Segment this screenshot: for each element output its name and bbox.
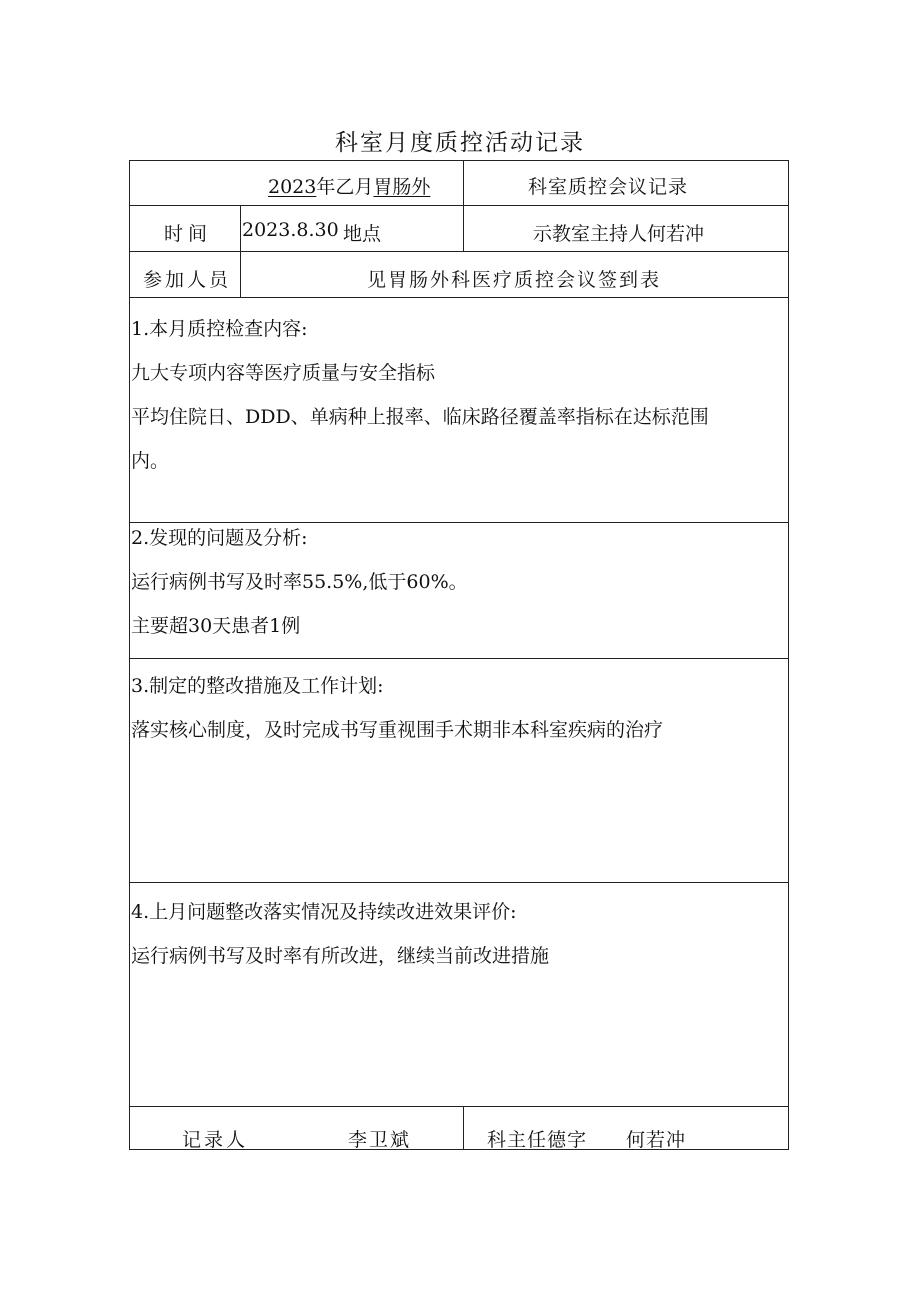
column-divider xyxy=(463,1106,464,1150)
column-divider xyxy=(463,161,464,205)
header-meeting: 科室质控会议记录 xyxy=(528,176,689,198)
section-heading: 2.发现的问题及分析: xyxy=(131,527,308,549)
recorder-label: 记录人 xyxy=(182,1129,249,1151)
director-name: 何若冲 xyxy=(626,1129,687,1151)
section-line: 落实核心制度，及时完成书写重视围手术期非本科室疾病的治疗 xyxy=(131,719,664,741)
header-year: 2023 xyxy=(268,176,317,198)
header-dept: 胃肠外 xyxy=(373,176,431,198)
section-line: 主要超30天患者1例 xyxy=(131,615,301,637)
section-line: 运行病例书写及时率55.5%,低于60%。 xyxy=(131,571,468,593)
row-divider xyxy=(130,882,788,883)
recorder-name: 李卫斌 xyxy=(348,1129,412,1151)
host-label: 主持人 xyxy=(590,223,648,245)
record-table xyxy=(129,160,789,1150)
participants-value: 见胃肠外科医疗质控会议签到表 xyxy=(367,269,662,291)
row-divider xyxy=(130,251,788,252)
row-divider xyxy=(130,1106,788,1107)
row-divider xyxy=(130,297,788,298)
section-heading: 3.制定的整改措施及工作计划: xyxy=(131,675,384,697)
place-value: 示教室 xyxy=(533,223,591,245)
section-line: 运行病例书写及时率有所改进，继续当前改进措施 xyxy=(131,945,550,967)
section-line: 九大专项内容等医疗质量与安全指标 xyxy=(131,362,436,384)
section-issues xyxy=(131,516,781,648)
header-date-dept xyxy=(268,172,430,199)
column-divider xyxy=(463,205,464,251)
column-divider xyxy=(240,205,241,297)
host-info xyxy=(533,219,704,246)
section-measures xyxy=(131,664,781,752)
section-line: 平均住院日、DDD、单病种上报率、临床路径覆盖率指标在达标范围 xyxy=(131,406,709,428)
director-label: 科主任德字 xyxy=(487,1129,588,1151)
participants-label: 参加人员 xyxy=(143,269,232,291)
row-divider xyxy=(130,658,788,659)
section-evaluation xyxy=(131,890,781,978)
time-label: 时间 xyxy=(164,223,213,245)
page-title: 科室月度质控活动记录 xyxy=(335,130,585,156)
row-divider xyxy=(130,205,788,206)
host-value: 何若冲 xyxy=(647,223,705,245)
time-value: 2023.8.30 xyxy=(242,219,339,241)
section-check-content xyxy=(131,307,781,483)
header-month: 年乙月 xyxy=(316,176,374,198)
section-heading: 1.本月质控检查内容: xyxy=(131,318,308,340)
section-line: 内。 xyxy=(131,450,170,472)
section-heading: 4.上月问题整改落实情况及持续改进效果评价: xyxy=(131,901,517,923)
place-label: 地点 xyxy=(343,223,382,245)
